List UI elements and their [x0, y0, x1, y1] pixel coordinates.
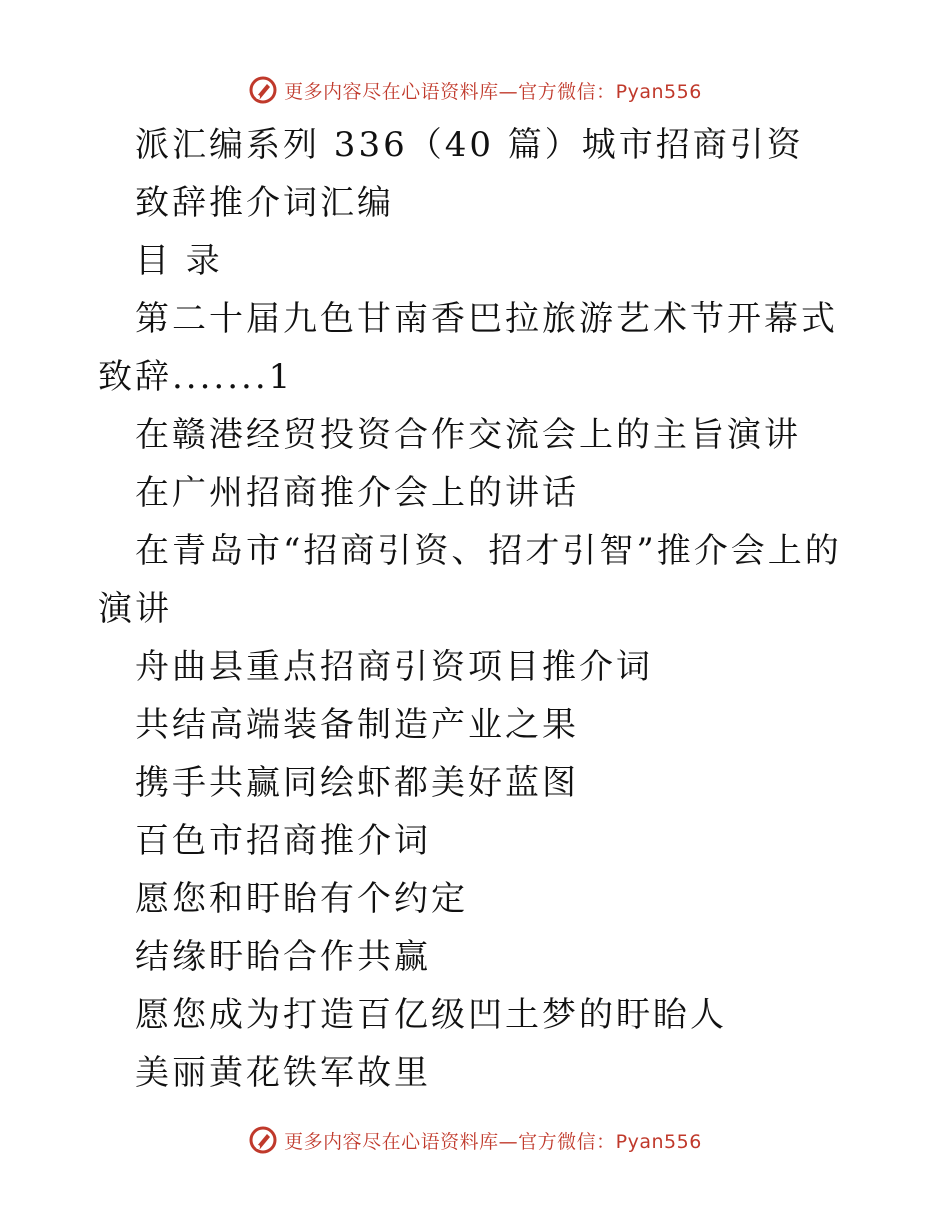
toc-entry: 第二十届九色甘南香巴拉旅游艺术节开幕式致辞.......1	[98, 299, 838, 397]
doc-line-series-title: 派汇编系列 336（40 篇）城市招商引资	[135, 125, 804, 165]
header-watermark	[0, 72, 950, 108]
toc-entry: 携手共赢同绘虾都美好蓝图	[135, 763, 579, 803]
toc-entry: 在赣港经贸投资合作交流会上的主旨演讲	[135, 415, 801, 455]
toc-entry: 百色市招商推介词	[135, 821, 431, 861]
doc-line-toc-heading: 目 录	[135, 241, 223, 281]
footer-watermark-content	[248, 1125, 702, 1155]
header-watermark-text: 更多内容尽在心语资料库—官方微信：Pyan556	[284, 80, 702, 103]
toc-entry: 共结高端装备制造产业之果	[135, 705, 579, 745]
toc-entry: 结缘盱眙合作共赢	[135, 937, 431, 977]
toc-entry: 舟曲县重点招商引资项目推介词	[135, 647, 653, 687]
toc-entry: 在广州招商推介会上的讲话	[135, 473, 579, 513]
document-body	[98, 116, 858, 1102]
footer-watermark	[0, 1122, 950, 1158]
toc-entry: 美丽黄花铁军故里	[135, 1053, 431, 1093]
toc-entry: 愿您和盱眙有个约定	[135, 879, 468, 919]
pen-logo-icon	[248, 1125, 278, 1155]
toc-entry: 愿您成为打造百亿级凹土梦的盱眙人	[135, 995, 727, 1035]
header-watermark-content	[248, 75, 702, 105]
pen-logo-icon	[248, 75, 278, 105]
doc-line-compilation-title: 致辞推介词汇编	[135, 183, 394, 223]
toc-entry: 在青岛市“招商引资、招才引智”推介会上的演讲	[98, 531, 842, 629]
footer-watermark-text: 更多内容尽在心语资料库—官方微信：Pyan556	[284, 1130, 702, 1153]
